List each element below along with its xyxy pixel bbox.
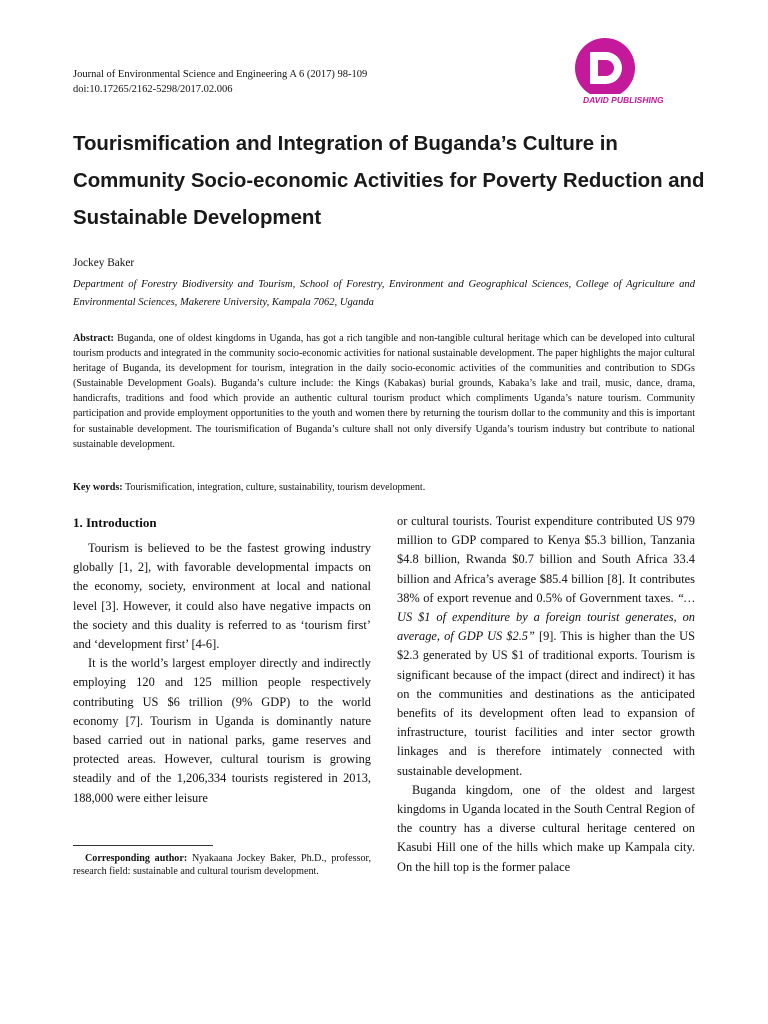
- paragraph: Tourism is believed to be the fastest growing industry globally [1, 2], with favorable developmental impacts on the economy, society, environment at local and national level [3]. However, it could also have negative impacts on the society and this duality is referred to as ‘tourism first’ and ‘development first’ [4-6].: [73, 541, 371, 652]
- keywords: [73, 482, 695, 493]
- doi: doi:10.17265/2162-5298/2017.02.006: [73, 84, 233, 95]
- abstract: [73, 331, 695, 452]
- footnote-text: Nyakaana Jockey Baker, Ph.D., professor, research field: sustainable and cultural tourism development.: [73, 853, 371, 877]
- abstract-text: Buganda, one of oldest kingdoms in Uganda, has got a rich tangible and non-tangible cultural heritage which can be developed into cultural tourism products and integrated in the community socio-economic activities for national sustainable development. The paper highlights the major cultural heritage of Buganda, its development for tourism, integration in the daily socio-economic activities of the communities and contribution to SDGs (Sustainable Development Goals). Buganda’s culture include: the Kings (Kabakas) burial grounds, Kabaka’s lake and trail, music, dance, drama, handicrafts, traditions and food which provide an authentic cultural tourism product which compliments Uganda’s nature tourism. Community participation and provide employment opportunities to the youth and women there by returning the tourism dollar to the community and this is important for sustainable development. The tourismification of Buganda’s culture shall not only diversify Uganda’s tourism industry but contribute to national sustainable development.: [73, 333, 696, 450]
- paragraph: It is the world’s largest employer directly and indirectly employing 120 and 125 million people respectively contributing US $6 trillion (9% GDP) to the world economy [7]. Tourism in Uganda is dominantly nature based carried out in national parks, game reserves and protected areas. However, cultural tourism is growing steadily and of the 1,206,334 tourists registered in 2013, 188,000 were either leisure: [73, 656, 371, 805]
- paper-title: Tourismification and Integration of Buganda’s Culture in Community Socio-economic Activities for Poverty Reduction and Sustainable Development: [73, 133, 705, 229]
- journal-header: [73, 67, 367, 97]
- journal-citation: Journal of Environmental Science and Engineering A 6 (2017) 98-109: [73, 69, 368, 80]
- left-column: [73, 515, 371, 808]
- footnote-divider: [73, 845, 213, 846]
- footnote-label: Corresponding author:: [85, 853, 188, 864]
- quotation: “…US $1 of expenditure by a foreign tourist generates, on average, of GDP US $2.5”: [397, 590, 695, 644]
- author-name: Jockey Baker: [73, 257, 135, 269]
- paragraph-text: [9]. This is higher than the US $2.3 generated by US $1 of traditional exports. Tourism is significant because of the impact (direct and indirect) it has on the communities and destinations as the anticipated benefits of its development often lead to expansion of infrastructure, tourist facilities and inter sector growth linkages and is therefore intimately connected with sustainable development.: [397, 629, 695, 778]
- publisher-logo-icon: [560, 38, 700, 108]
- section-heading: 1. Introduction: [73, 515, 157, 530]
- keywords-label: Key words:: [73, 482, 123, 493]
- right-column: [397, 512, 695, 877]
- keywords-text: Tourismification, integration, culture, sustainability, tourism development.: [124, 482, 426, 493]
- paragraph: Buganda kingdom, one of the oldest and largest kingdoms in Uganda located in the South Central Region of the country has a diverse cultural heritage centered on Kasubi Hill one of the hills which make up Kampala city. On the hill top is the former palace: [397, 782, 695, 874]
- paragraph: [397, 512, 695, 781]
- author-affiliation: Department of Forestry Biodiversity and Tourism, School of Forestry, Environment and Geographical Sciences, College of Agriculture and Environmental Sciences, Makerere University, Kampala 7062, Uganda: [73, 279, 695, 308]
- paragraph-text: or cultural tourists. Tourist expenditure contributed US 979 million to GDP compared to Kenya $5.3 billion, Tanzania $4.8 billion, Rwanda $0.7 billion and South Africa 33.4 billion and Africa’s average $85.4 billion [8]. It contributes 38% of export revenue and 0.5% of Government taxes.: [397, 514, 695, 605]
- publisher-name: DAVID PUBLISHING: [583, 95, 664, 105]
- abstract-label: Abstract:: [73, 333, 114, 344]
- corresponding-author-footnote: [73, 853, 371, 878]
- publisher-logo: [560, 38, 700, 108]
